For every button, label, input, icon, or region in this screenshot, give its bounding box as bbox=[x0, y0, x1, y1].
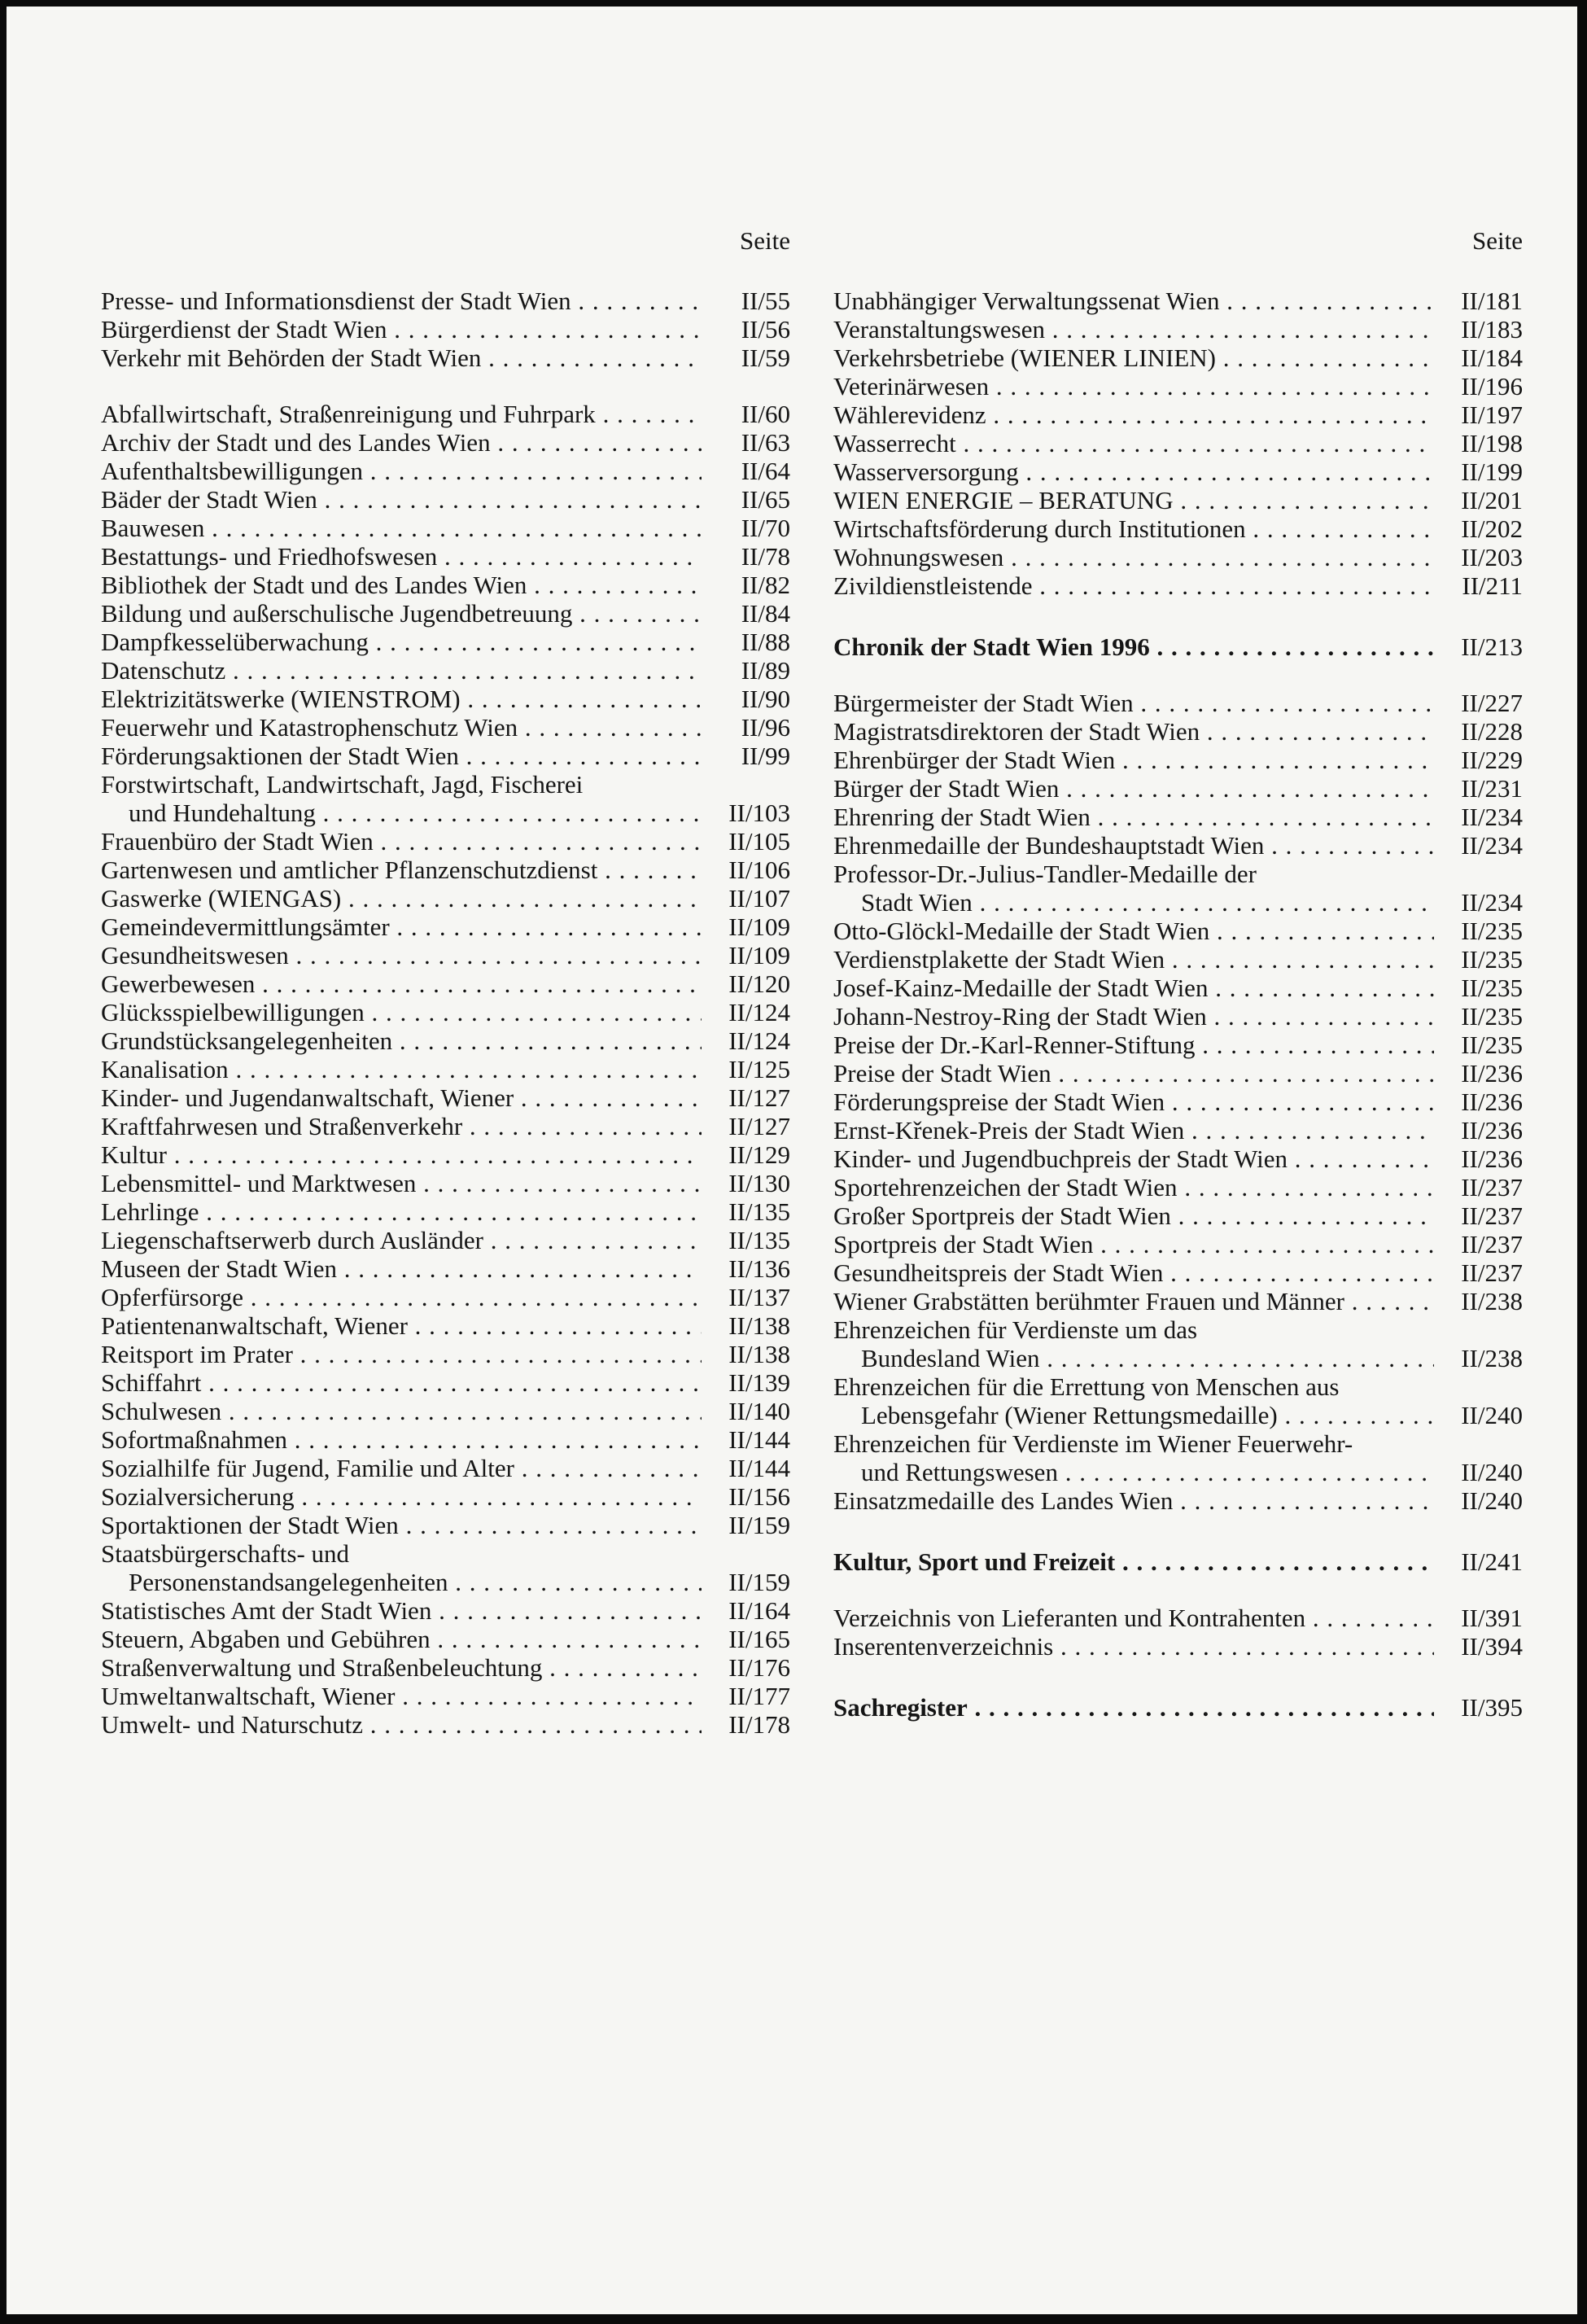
toc-entry bbox=[101, 656, 790, 685]
toc-entry-page: II/237 bbox=[1461, 1230, 1523, 1258]
toc-entry bbox=[101, 400, 790, 428]
toc-entry bbox=[101, 685, 790, 713]
toc-entry-title: Abfallwirtschaft, Straßenreinigung und Fuhrpark . . . bbox=[101, 400, 702, 428]
toc-entry bbox=[101, 485, 790, 514]
toc-entry bbox=[101, 315, 790, 344]
toc-entry-page: II/60 bbox=[741, 400, 790, 428]
toc-entry bbox=[833, 803, 1523, 831]
toc-entry bbox=[101, 571, 790, 599]
toc-entry-page: II/240 bbox=[1461, 1401, 1523, 1429]
toc-entry-page: II/181 bbox=[1461, 287, 1523, 315]
toc-entry bbox=[833, 1486, 1523, 1515]
toc-entry-title: Verzeichnis von Lieferanten und Kontrahenten . . . bbox=[833, 1604, 1434, 1632]
toc-entry-page: II/106 bbox=[728, 856, 790, 884]
toc-section-heading bbox=[833, 632, 1523, 661]
toc-entry bbox=[101, 599, 790, 628]
toc-entry-title: Ehrenbürger der Stadt Wien . . . bbox=[833, 746, 1434, 774]
toc-entry-page: II/237 bbox=[1461, 1201, 1523, 1230]
toc-entry-page: II/129 bbox=[728, 1140, 790, 1169]
toc-entry bbox=[833, 457, 1523, 486]
toc-entry bbox=[833, 1002, 1523, 1031]
toc-entry-page: II/137 bbox=[728, 1283, 790, 1311]
toc-entry-page: II/178 bbox=[728, 1710, 790, 1739]
toc-entry-page: II/238 bbox=[1461, 1344, 1523, 1372]
toc-entry-page: II/139 bbox=[728, 1368, 790, 1397]
toc-entry-page: II/236 bbox=[1461, 1116, 1523, 1144]
toc-entry-page: II/211 bbox=[1462, 571, 1523, 600]
toc-entry-title: Kanalisation . . . bbox=[101, 1055, 702, 1083]
toc-entry-title: Presse- und Informationsdienst der Stadt Wien . . . bbox=[101, 287, 702, 315]
toc-entry-page: II/196 bbox=[1461, 372, 1523, 400]
toc-entry-title: Wählerevidenz . . . bbox=[833, 400, 1434, 429]
toc-entry bbox=[101, 742, 790, 770]
toc-entry bbox=[833, 372, 1523, 400]
toc-entry-title: Umweltanwaltschaft, Wiener . . . bbox=[101, 1682, 702, 1710]
toc-entry-title: und Hundehaltung . . . bbox=[101, 799, 702, 827]
toc-entry bbox=[101, 1368, 790, 1397]
toc-entry bbox=[833, 315, 1523, 344]
toc-entry bbox=[833, 1059, 1523, 1088]
toc-entry-title: Bäder der Stadt Wien . . . bbox=[101, 485, 702, 514]
toc-entry-page: II/241 bbox=[1461, 1547, 1523, 1576]
toc-column-right bbox=[833, 226, 1523, 1722]
toc-entry bbox=[833, 831, 1523, 860]
toc-entry bbox=[101, 1197, 790, 1226]
toc-entry-title: Personenstandsangelegenheiten . . . bbox=[101, 1568, 702, 1596]
toc-entry-title: Veranstaltungswesen . . . bbox=[833, 315, 1434, 344]
toc-entry-title: Veterinärwesen . . . bbox=[833, 372, 1434, 400]
toc-entry-title: und Rettungswesen . . . bbox=[833, 1458, 1434, 1486]
toc-entry bbox=[101, 1682, 790, 1710]
toc-entry bbox=[101, 884, 790, 913]
toc-entry bbox=[101, 628, 790, 656]
toc-entry bbox=[833, 717, 1523, 746]
toc-entry bbox=[101, 1083, 790, 1112]
toc-entry-title-line: Ehrenzeichen für Verdienste um das bbox=[833, 1315, 1198, 1344]
toc-entry bbox=[833, 1144, 1523, 1173]
toc-column-left bbox=[101, 226, 790, 1739]
toc-entry bbox=[101, 770, 790, 827]
toc-entry-title: Gesundheitswesen . . . bbox=[101, 941, 702, 969]
toc-entry bbox=[101, 428, 790, 457]
toc-entry-title: Wiener Grabstätten berühmter Frauen und Männer . . . bbox=[833, 1287, 1434, 1315]
toc-group bbox=[101, 287, 790, 372]
toc-entry bbox=[101, 1425, 790, 1454]
toc-entry bbox=[101, 856, 790, 884]
toc-entry bbox=[101, 1397, 790, 1425]
toc-entry-page: II/236 bbox=[1461, 1144, 1523, 1173]
toc-entry-title: Glücksspielbewilligungen . . . bbox=[101, 998, 702, 1026]
toc-entry-page: II/236 bbox=[1461, 1059, 1523, 1088]
toc-entry bbox=[833, 344, 1523, 372]
toc-entry-page: II/240 bbox=[1461, 1486, 1523, 1515]
toc-entry-title-line: Forstwirtschaft, Landwirtschaft, Jagd, Fischerei bbox=[101, 770, 584, 799]
toc-entry bbox=[101, 1026, 790, 1055]
toc-entry-page: II/395 bbox=[1461, 1693, 1523, 1722]
toc-entry-page: II/138 bbox=[728, 1311, 790, 1340]
toc-entry-page: II/159 bbox=[728, 1511, 790, 1539]
toc-entry-page: II/130 bbox=[728, 1169, 790, 1197]
toc-entry bbox=[101, 1653, 790, 1682]
document-page bbox=[7, 7, 1577, 2314]
toc-entry bbox=[833, 1258, 1523, 1287]
toc-group bbox=[101, 1596, 790, 1739]
toc-entry-title: Otto-Glöckl-Medaille der Stadt Wien . . . bbox=[833, 917, 1434, 945]
toc-entry-page: II/99 bbox=[741, 742, 790, 770]
toc-entry-title: Josef-Kainz-Medaille der Stadt Wien . . . bbox=[833, 974, 1434, 1002]
toc-entry bbox=[101, 969, 790, 998]
toc-entry-page: II/135 bbox=[728, 1197, 790, 1226]
toc-entry-page: II/237 bbox=[1461, 1173, 1523, 1201]
toc-entry-title: Preise der Stadt Wien . . . bbox=[833, 1059, 1434, 1088]
toc-entry-title: Ehrenring der Stadt Wien . . . bbox=[833, 803, 1434, 831]
toc-entry bbox=[833, 917, 1523, 945]
toc-entry-page: II/135 bbox=[728, 1226, 790, 1254]
toc-entry-title: Kultur, Sport und Freizeit . . . bbox=[833, 1547, 1434, 1576]
toc-entry-page: II/105 bbox=[728, 827, 790, 856]
toc-entry-title: Stadt Wien . . . bbox=[833, 888, 1434, 917]
toc-entry-title: Preise der Dr.-Karl-Renner-Stiftung . . . bbox=[833, 1031, 1434, 1059]
toc-entry-page: II/391 bbox=[1461, 1604, 1523, 1632]
toc-entry-page: II/176 bbox=[728, 1653, 790, 1682]
toc-entry-page: II/89 bbox=[741, 656, 790, 685]
seite-label: Seite bbox=[1472, 226, 1523, 255]
toc-entry-page: II/138 bbox=[728, 1340, 790, 1368]
toc-entry-title: Frauenbüro der Stadt Wien . . . bbox=[101, 827, 702, 856]
toc-entry-title: Patientenanwaltschaft, Wiener . . . bbox=[101, 1311, 702, 1340]
toc-entry bbox=[101, 1539, 790, 1596]
toc-entry bbox=[101, 1140, 790, 1169]
toc-entry-title: Kinder- und Jugendanwaltschaft, Wiener . . . bbox=[101, 1083, 702, 1112]
toc-entry-title: Sozialversicherung . . . bbox=[101, 1482, 702, 1511]
toc-entry-title: Lebensgefahr (Wiener Rettungsmedaille) . . . bbox=[833, 1401, 1434, 1429]
toc-entry-page: II/144 bbox=[728, 1454, 790, 1482]
toc-entry bbox=[833, 1116, 1523, 1144]
toc-entry-title: Wasserrecht . . . bbox=[833, 429, 1434, 457]
toc-entry bbox=[833, 860, 1523, 917]
toc-entry-page: II/64 bbox=[741, 457, 790, 485]
toc-entry-page: II/56 bbox=[741, 315, 790, 344]
toc-entry-title: Feuerwehr und Katastrophenschutz Wien . . . bbox=[101, 713, 702, 742]
toc-entry-page: II/197 bbox=[1461, 400, 1523, 429]
toc-entry bbox=[101, 998, 790, 1026]
toc-entry-page: II/159 bbox=[728, 1568, 790, 1596]
toc-entry-page: II/140 bbox=[728, 1397, 790, 1425]
toc-entry bbox=[833, 1429, 1523, 1486]
toc-entry-title: Gartenwesen und amtlicher Pflanzenschutzdienst . . . bbox=[101, 856, 702, 884]
toc-entry-title: Bürgerdienst der Stadt Wien . . . bbox=[101, 315, 702, 344]
toc-entry-page: II/213 bbox=[1461, 632, 1523, 661]
toc-entry bbox=[833, 287, 1523, 315]
toc-entry bbox=[833, 746, 1523, 774]
toc-entry bbox=[833, 1604, 1523, 1632]
toc-entry bbox=[101, 1112, 790, 1140]
toc-entry-title: Gaswerke (WIENGAS) . . . bbox=[101, 884, 702, 913]
toc-entry-title: Grundstücksangelegenheiten . . . bbox=[101, 1026, 702, 1055]
toc-entry-title: Museen der Stadt Wien . . . bbox=[101, 1254, 702, 1283]
toc-group bbox=[833, 287, 1523, 600]
toc-entry-title: Sportpreis der Stadt Wien . . . bbox=[833, 1230, 1434, 1258]
toc-entry-title: Sofortmaßnahmen . . . bbox=[101, 1425, 702, 1454]
toc-entry-page: II/124 bbox=[728, 998, 790, 1026]
toc-entry-page: II/88 bbox=[741, 628, 790, 656]
toc-entry-title: Statistisches Amt der Stadt Wien . . . bbox=[101, 1596, 702, 1625]
toc-entry bbox=[833, 1031, 1523, 1059]
toc-entry-title: Großer Sportpreis der Stadt Wien . . . bbox=[833, 1201, 1434, 1230]
toc-entry-page: II/229 bbox=[1461, 746, 1523, 774]
toc-entry-title: Aufenthaltsbewilligungen . . . bbox=[101, 457, 702, 485]
toc-entry-page: II/184 bbox=[1461, 344, 1523, 372]
toc-entry-title: Schiffahrt . . . bbox=[101, 1368, 702, 1397]
toc-entry-page: II/70 bbox=[741, 514, 790, 542]
toc-entry-title: Förderungspreise der Stadt Wien . . . bbox=[833, 1088, 1434, 1116]
toc-entry bbox=[833, 1173, 1523, 1201]
toc-entry-title: Sportaktionen der Stadt Wien . . . bbox=[101, 1511, 702, 1539]
toc-entry-title: Archiv der Stadt und des Landes Wien . . . bbox=[101, 428, 702, 457]
toc-entry-title: Umwelt- und Naturschutz . . . bbox=[101, 1710, 702, 1739]
toc-entry-title: Elektrizitätswerke (WIENSTROM) . . . bbox=[101, 685, 702, 713]
toc-entry-page: II/164 bbox=[728, 1596, 790, 1625]
toc-entry-title: Verdienstplakette der Stadt Wien . . . bbox=[833, 945, 1434, 974]
toc-entry-page: II/237 bbox=[1461, 1258, 1523, 1287]
toc-entry bbox=[833, 1632, 1523, 1661]
toc-entry-title: Reitsport im Prater . . . bbox=[101, 1340, 702, 1368]
toc-group bbox=[101, 400, 790, 770]
toc-entry-page: II/59 bbox=[741, 344, 790, 372]
toc-entry-page: II/109 bbox=[728, 941, 790, 969]
toc-entry-page: II/234 bbox=[1461, 888, 1523, 917]
toc-entry bbox=[101, 1226, 790, 1254]
toc-entry-page: II/199 bbox=[1461, 457, 1523, 486]
toc-entry bbox=[833, 974, 1523, 1002]
toc-entry-page: II/236 bbox=[1461, 1088, 1523, 1116]
toc-entry-page: II/120 bbox=[728, 969, 790, 998]
toc-entry-title: Kultur . . . bbox=[101, 1140, 702, 1169]
toc-entry-page: II/201 bbox=[1461, 486, 1523, 514]
toc-entry bbox=[833, 486, 1523, 514]
toc-entry-page: II/125 bbox=[728, 1055, 790, 1083]
toc-entry-page: II/65 bbox=[741, 485, 790, 514]
toc-entry-page: II/82 bbox=[741, 571, 790, 599]
toc-entry-page: II/203 bbox=[1461, 543, 1523, 571]
toc-entry-page: II/127 bbox=[728, 1112, 790, 1140]
toc-section-heading bbox=[833, 1547, 1523, 1576]
toc-entry bbox=[101, 287, 790, 315]
toc-entry-title: Liegenschaftserwerb durch Ausländer . . . bbox=[101, 1226, 702, 1254]
toc-entry-title: Sozialhilfe für Jugend, Familie und Alter . . . bbox=[101, 1454, 702, 1482]
toc-entry-title: Gewerbewesen . . . bbox=[101, 969, 702, 998]
toc-entry-page: II/177 bbox=[728, 1682, 790, 1710]
toc-entry bbox=[833, 400, 1523, 429]
toc-entry-title: Unabhängiger Verwaltungssenat Wien . . . bbox=[833, 287, 1434, 315]
toc-entry bbox=[833, 1287, 1523, 1315]
toc-entry bbox=[101, 827, 790, 856]
toc-entry bbox=[101, 457, 790, 485]
toc-entry bbox=[101, 1340, 790, 1368]
toc-entry bbox=[833, 543, 1523, 571]
toc-entry-title: Gemeindevermittlungsämter . . . bbox=[101, 913, 702, 941]
toc-entry-title: Einsatzmedaille des Landes Wien . . . bbox=[833, 1486, 1434, 1515]
toc-entry-title: Steuern, Abgaben und Gebühren . . . bbox=[101, 1625, 702, 1653]
toc-entry-title: Ehrenmedaille der Bundeshauptstadt Wien . . . bbox=[833, 831, 1434, 860]
toc-entry bbox=[101, 941, 790, 969]
toc-entry bbox=[101, 1596, 790, 1625]
toc-entry bbox=[101, 514, 790, 542]
toc-entry bbox=[101, 913, 790, 941]
toc-entry bbox=[833, 945, 1523, 974]
toc-entry-title: WIEN ENERGIE – BERATUNG . . . bbox=[833, 486, 1434, 514]
toc-entry-title: Lebensmittel- und Marktwesen . . . bbox=[101, 1169, 702, 1197]
toc-entry-title: Magistratsdirektoren der Stadt Wien . . . bbox=[833, 717, 1434, 746]
toc-entry-page: II/235 bbox=[1461, 1002, 1523, 1031]
toc-entry-page: II/240 bbox=[1461, 1458, 1523, 1486]
toc-entry-title: Kraftfahrwesen und Straßenverkehr . . . bbox=[101, 1112, 702, 1140]
toc-entry-page: II/394 bbox=[1461, 1632, 1523, 1661]
toc-entry bbox=[101, 542, 790, 571]
toc-entry-page: II/127 bbox=[728, 1083, 790, 1112]
toc-entry-page: II/78 bbox=[741, 542, 790, 571]
toc-group bbox=[833, 689, 1523, 860]
toc-entry bbox=[101, 1169, 790, 1197]
toc-entry bbox=[833, 1201, 1523, 1230]
toc-entry-page: II/202 bbox=[1461, 514, 1523, 543]
toc-entry-page: II/234 bbox=[1461, 831, 1523, 860]
toc-entry-page: II/55 bbox=[741, 287, 790, 315]
toc-entry-title: Bürgermeister der Stadt Wien . . . bbox=[833, 689, 1434, 717]
toc-entry bbox=[101, 1055, 790, 1083]
toc-entry-title: Förderungsaktionen der Stadt Wien . . . bbox=[101, 742, 702, 770]
toc-entry-page: II/228 bbox=[1461, 717, 1523, 746]
toc-entry-title: Schulwesen . . . bbox=[101, 1397, 702, 1425]
toc-entry bbox=[101, 1311, 790, 1340]
toc-entry-page: II/235 bbox=[1461, 1031, 1523, 1059]
toc-entry-title: Datenschutz . . . bbox=[101, 656, 702, 685]
toc-entry-title: Lehrlinge . . . bbox=[101, 1197, 702, 1226]
toc-entry-page: II/136 bbox=[728, 1254, 790, 1283]
toc-entry-page: II/124 bbox=[728, 1026, 790, 1055]
toc-entry-page: II/107 bbox=[728, 884, 790, 913]
toc-entry-page: II/235 bbox=[1461, 945, 1523, 974]
toc-entry-page: II/238 bbox=[1461, 1287, 1523, 1315]
toc-entry-title: Sachregister . . . bbox=[833, 1693, 1434, 1722]
toc-entry-page: II/90 bbox=[741, 685, 790, 713]
toc-entry-title-line: Professor-Dr.-Julius-Tandler-Medaille der bbox=[833, 860, 1257, 888]
toc-entry-title: Bestattungs- und Friedhofswesen . . . bbox=[101, 542, 702, 571]
toc-entry-title: Bürger der Stadt Wien . . . bbox=[833, 774, 1434, 803]
toc-entry-page: II/156 bbox=[728, 1482, 790, 1511]
toc-entry-title: Bundesland Wien . . . bbox=[833, 1344, 1434, 1372]
toc-entry-title: Verkehrsbetriebe (WIENER LINIEN) . . . bbox=[833, 344, 1434, 372]
toc-entry-title: Opferfürsorge . . . bbox=[101, 1283, 702, 1311]
toc-entry-page: II/235 bbox=[1461, 974, 1523, 1002]
toc-entry-title: Gesundheitspreis der Stadt Wien . . . bbox=[833, 1258, 1434, 1287]
toc-group bbox=[833, 1604, 1523, 1661]
toc-entry bbox=[101, 1254, 790, 1283]
toc-entry bbox=[101, 1482, 790, 1511]
toc-entry-title: Sportehrenzeichen der Stadt Wien . . . bbox=[833, 1173, 1434, 1201]
toc-entry bbox=[833, 514, 1523, 543]
toc-entry-title: Verkehr mit Behörden der Stadt Wien . . . bbox=[101, 344, 702, 372]
toc-entry-page: II/165 bbox=[728, 1625, 790, 1653]
toc-entry bbox=[833, 429, 1523, 457]
toc-entry-title-line: Ehrenzeichen für Verdienste im Wiener Feuerwehr- bbox=[833, 1429, 1353, 1458]
toc-entry bbox=[833, 689, 1523, 717]
toc-entry-page: II/227 bbox=[1461, 689, 1523, 717]
toc-entry-title: Dampfkesselüberwachung . . . bbox=[101, 628, 702, 656]
toc-entry bbox=[833, 1315, 1523, 1372]
toc-entry-page: II/234 bbox=[1461, 803, 1523, 831]
toc-entry bbox=[101, 1454, 790, 1482]
toc-entry-title: Inserentenverzeichnis . . . bbox=[833, 1632, 1434, 1661]
toc-entry bbox=[833, 571, 1523, 600]
toc-entry-title-line: Ehrenzeichen für die Errettung von Menschen aus bbox=[833, 1372, 1340, 1401]
toc-entry-title: Bibliothek der Stadt und des Landes Wien . . . bbox=[101, 571, 702, 599]
toc-group bbox=[101, 827, 790, 1539]
toc-entry-title: Zivildienstleistende . . . bbox=[833, 571, 1434, 600]
toc-entry-title: Johann-Nestroy-Ring der Stadt Wien . . . bbox=[833, 1002, 1434, 1031]
toc-entry-title: Straßenverwaltung und Straßenbeleuchtung . . . bbox=[101, 1653, 702, 1682]
toc-entry-title: Chronik der Stadt Wien 1996 . . . bbox=[833, 632, 1434, 661]
toc-entry-title: Bauwesen . . . bbox=[101, 514, 702, 542]
toc-entry bbox=[101, 344, 790, 372]
toc-entry-page: II/103 bbox=[728, 799, 790, 827]
toc-entry-title: Kinder- und Jugendbuchpreis der Stadt Wien . . . bbox=[833, 1144, 1434, 1173]
toc-entry-title: Wirtschaftsförderung durch Institutionen . . . bbox=[833, 514, 1434, 543]
toc-entry-title: Wasserversorgung . . . bbox=[833, 457, 1434, 486]
toc-entry bbox=[101, 1625, 790, 1653]
toc-entry bbox=[833, 1230, 1523, 1258]
toc-entry-title: Wohnungswesen . . . bbox=[833, 543, 1434, 571]
toc-entry-page: II/109 bbox=[728, 913, 790, 941]
toc-entry-title: Bildung und außerschulische Jugendbetreuung . . . bbox=[101, 599, 702, 628]
toc-entry bbox=[833, 774, 1523, 803]
seite-label: Seite bbox=[740, 226, 790, 255]
toc-entry-page: II/198 bbox=[1461, 429, 1523, 457]
toc-entry-title: Ernst-Křenek-Preis der Stadt Wien . . . bbox=[833, 1116, 1434, 1144]
toc-entry-page: II/63 bbox=[741, 428, 790, 457]
toc-section-heading bbox=[833, 1693, 1523, 1722]
toc-group bbox=[833, 917, 1523, 1315]
toc-entry-page: II/235 bbox=[1461, 917, 1523, 945]
toc-entry bbox=[101, 1710, 790, 1739]
toc-entry-page: II/84 bbox=[741, 599, 790, 628]
toc-entry-title-line: Staatsbürgerschafts- und bbox=[101, 1539, 350, 1568]
toc-entry-page: II/96 bbox=[741, 713, 790, 742]
toc-entry bbox=[833, 1088, 1523, 1116]
toc-entry-page: II/231 bbox=[1461, 774, 1523, 803]
toc-entry bbox=[101, 1283, 790, 1311]
toc-entry bbox=[101, 713, 790, 742]
toc-entry-page: II/144 bbox=[728, 1425, 790, 1454]
toc-entry bbox=[833, 1372, 1523, 1429]
toc-entry bbox=[101, 1511, 790, 1539]
toc-entry-page: II/183 bbox=[1461, 315, 1523, 344]
